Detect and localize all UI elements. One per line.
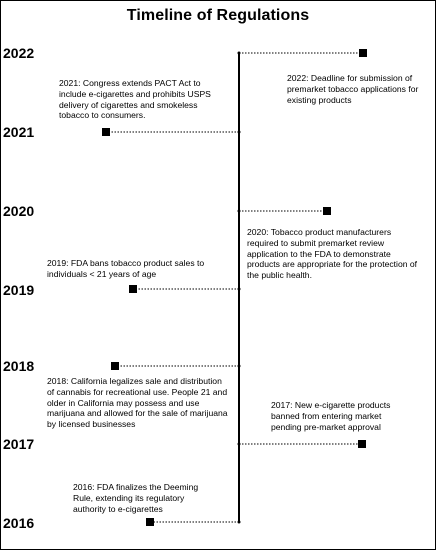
marker-2016 xyxy=(146,518,154,526)
marker-2022 xyxy=(359,49,367,57)
marker-2019 xyxy=(129,285,137,293)
event-note-2022: 2022: Deadline for submission of premarket tobacco applications for existing products xyxy=(287,73,419,105)
axis-point-2017 xyxy=(238,443,241,446)
axis-point-2020 xyxy=(238,210,241,213)
year-label-2021: 2021 xyxy=(3,124,35,140)
event-note-2018: 2018: California legalizes sale and distribution of cannabis for recreational use. People 21 and older in California may possess and use marijuana and allowed for the sale of marijuana by licensed businesses xyxy=(47,376,228,430)
axis-point-2018 xyxy=(238,365,241,368)
marker-2020 xyxy=(323,207,331,215)
event-note-2019: 2019: FDA bans tobacco product sales to individuals < 21 years of age xyxy=(47,258,205,279)
event-note-2016: 2016: FDA finalizes the Deeming Rule, extending its regulatory authority to e-cigarettes xyxy=(73,482,199,514)
year-label-2018: 2018 xyxy=(3,358,35,374)
year-label-2017: 2017 xyxy=(3,436,35,452)
year-label-2016: 2016 xyxy=(3,515,35,531)
axis-point-2021 xyxy=(238,131,241,134)
marker-2021 xyxy=(102,128,110,136)
diagram-title: Timeline of Regulations xyxy=(126,7,310,24)
year-label-2020: 2020 xyxy=(3,203,35,219)
axis-point-2019 xyxy=(238,288,241,291)
year-label-2019: 2019 xyxy=(3,282,35,298)
axis-point-2022 xyxy=(238,52,241,55)
event-note-2020: 2020: Tobacco product manufacturers required to submit premarket review application to the FDA to demonstrate products are appropriate for the protection of the public health. xyxy=(247,227,418,281)
event-note-2021: 2021: Congress extends PACT Act to include e-cigarettes and prohibits USPS delivery of cigarettes and smokeless tobacco to consumers. xyxy=(59,78,211,121)
event-note-2017: 2017: New e-cigarette products banned from entering market pending pre-market approval xyxy=(271,400,391,432)
marker-2017 xyxy=(358,440,366,448)
marker-2018 xyxy=(111,362,119,370)
axis-point-2016 xyxy=(238,521,241,524)
year-label-2022: 2022 xyxy=(3,45,35,61)
